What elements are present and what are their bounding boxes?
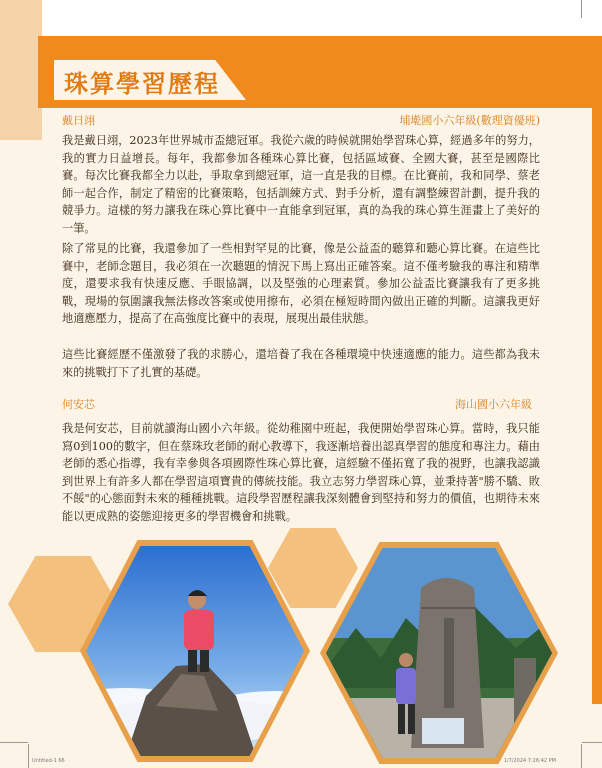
profile-paragraph: 我是何安芯，目前就讀海山國小六年級。從幼稚園中班起，我便開始學習珠心算。當時，我只能寫0到100的數字，但在蔡珠玫老師的耐心教導下，我逐漸培養出認真學習的態度和專注力。藉由老師的悉心指導，我有幸參與各項國際性珠心算比賽，這經驗不僅拓寬了我的視野，也讓我認識到世界上有許多人都在學習這項寶貴的傳統技能。我立志努力學習珠心算，並秉持著"勝不驕、敗不餒"的心態面對未來的種種挑戰。這段學習歷程讓我深刻體會到堅持和努力的價值，也期待未來能以更成熟的姿態迎接更多的學習機會和挑戰。: [62, 422, 540, 523]
crop-mark: [581, 0, 582, 18]
profile-name: 何安芯: [62, 398, 95, 411]
footer-timestamp: 1/7/2024 7:26:42 PM: [503, 758, 556, 764]
page-title: 珠算學習歷程: [64, 69, 220, 98]
crop-mark: [0, 742, 28, 743]
crop-mark: [582, 742, 602, 743]
profile-paragraph: 我是戴日翊，2023年世界城市盃總冠軍。我從六歲的時候就開始學習珠心算，經過多年的努力，我的實力日益增長。每年，我都參加各種珠心算比賽，包括區域賽、全國大賽，甚至是國際比賽。每次比賽我都全力以赴，爭取拿到總冠軍，這一直是我的目標。在比賽前，我和同學、蔡老師一起合作，制定了精密的比賽策略，包括訓練方式、對手分析，還有調整練習計劃，提升我的競爭力。這樣的努力讓我在珠心算比賽中一直能拿到冠軍，真的為我的珠心算生涯畫上了美好的一筆。: [62, 134, 540, 235]
crop-mark: [28, 744, 29, 768]
profile-school: 海山國小六年級: [455, 398, 532, 411]
profile-paragraph: 除了常見的比賽，我還參加了一些相對罕見的比賽，像是公益盃的聽算和聽心算比賽。在這些比賽中，老師念題目，我必須在一次聽題的情況下馬上寫出正確答案。這不僅考驗我的專注和精準度，還要求我有快速反應、手眼協調，以及堅強的心理素質。參加公益盃比賽讓我有了更多挑戰，現場的氛圍讓我無法修改答案或使用擦布，必須在極短時間內做出正確的判斷。這讓我更好地適應壓力，提高了在高強度比賽中的表現，展現出最佳狀態。: [62, 242, 540, 326]
profile-name: 戴日翊: [62, 114, 95, 127]
footer-file-label: Untitled-1 66: [32, 758, 65, 764]
crop-mark: [581, 744, 582, 768]
profile-paragraph: 這些比賽經歷不僅激發了我的求勝心，還培養了我在各種環境中快速適應的能力。這些都為我未來的挑戰打下了扎實的基礎。: [62, 348, 540, 379]
profile-school: 埔墘國小六年級(數理資優班): [399, 114, 540, 127]
